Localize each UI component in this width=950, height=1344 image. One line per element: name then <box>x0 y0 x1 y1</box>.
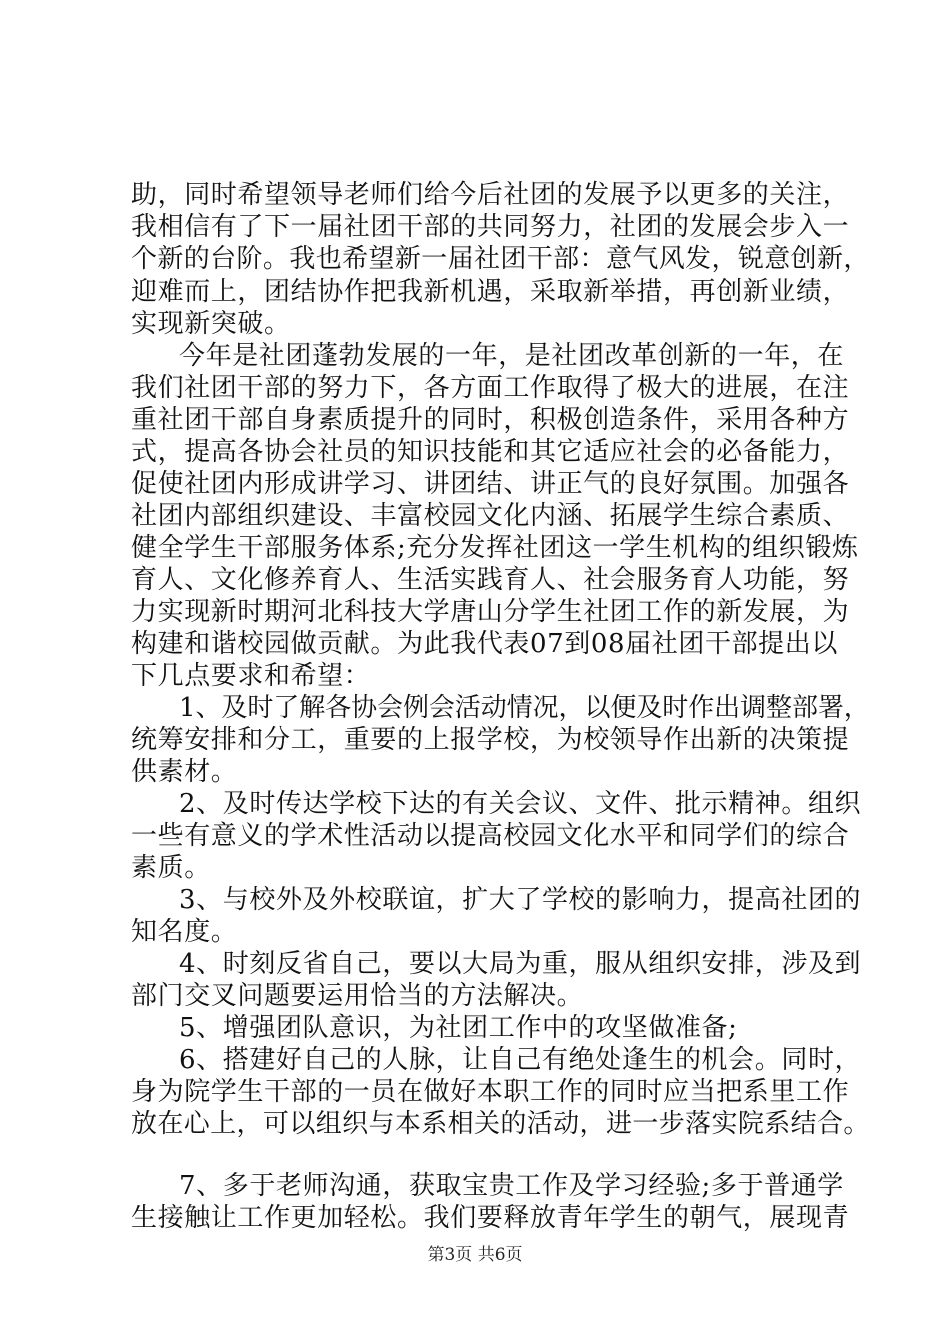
text-line: 部门交叉问题要运用恰当的方法解决。 <box>131 981 584 1011</box>
paragraph-first-line: 今年是社团蓬勃发展的一年，是社团改革创新的一年，在 <box>179 341 845 371</box>
text-line: 放在心上，可以组织与本系相关的活动，进一步落实院系结合。 <box>131 1109 870 1139</box>
text-line: 统筹安排和分工，重要的上报学校，为校领导作出新的决策提 <box>131 725 850 755</box>
text-line: 社团内部组织建设、丰富校园文化内涵、拓展学生综合素质、 <box>131 501 850 531</box>
list-item-2-line: 2、及时传达学校下达的有关会议、文件、批示精神。组织 <box>179 789 862 819</box>
list-item-3-line: 3、与校外及外校联谊，扩大了学校的影响力，提高社团的 <box>179 885 862 915</box>
text-line: 身为院学生干部的一员在做好本职工作的同时应当把系里工作 <box>131 1077 850 1107</box>
list-item-7-line: 7、多于老师沟通，获取宝贵工作及学习经验;多于普通学 <box>179 1171 844 1201</box>
text-line: 供素材。 <box>131 757 238 787</box>
text-line: 知名度。 <box>131 917 238 947</box>
text-line: 促使社团内形成讲学习、讲团结、讲正气的良好氛围。加强各 <box>131 469 850 499</box>
text-line: 生接触让工作更加轻松。我们要释放青年学生的朝气，展现青 <box>131 1203 850 1233</box>
text-line: 式，提高各协会社员的知识技能和其它适应社会的必备能力， <box>131 437 850 467</box>
list-item-5-line: 5、增强团队意识，为社团工作中的攻坚做准备; <box>179 1013 738 1043</box>
text-line: 我们社团干部的努力下，各方面工作取得了极大的进展，在注 <box>131 373 850 403</box>
text-line: 下几点要求和希望： <box>131 661 371 691</box>
text-line: 素质。 <box>131 853 211 883</box>
list-item-6-line: 6、搭建好自己的人脉，让自己有绝处逢生的机会。同时， <box>179 1045 862 1075</box>
text-line: 重社团干部自身素质提升的同时，积极创造条件，采用各种方 <box>131 405 850 435</box>
page-number-footer: 第3页 共6页 <box>427 1245 523 1265</box>
list-item-4-line: 4、时刻反省自己，要以大局为重，服从组织安排，涉及到 <box>179 949 862 979</box>
list-item-1-line: 1、及时了解各协会例会活动情况，以便及时作出调整部署， <box>179 693 870 723</box>
text-line: 一些有意义的学术性活动以提高校园文化水平和同学们的综合 <box>131 821 850 851</box>
text-line: 育人、文化修养育人、生活实践育人、社会服务育人功能，努 <box>131 565 850 595</box>
text-line: 迎难而上，团结协作把我新机遇，采取新举措，再创新业绩， <box>131 277 850 307</box>
text-line: 助，同时希望领导老师们给今后社团的发展予以更多的关注， <box>131 180 850 210</box>
text-line: 健全学生干部服务体系;充分发挥社团这一学生机构的组织锻炼 <box>131 533 859 563</box>
text-line: 我相信有了下一届社团干部的共同努力，社团的发展会步入一 <box>131 212 850 242</box>
text-line: 个新的台阶。我也希望新一届社团干部：意气风发，锐意创新， <box>131 244 870 274</box>
text-line: 力实现新时期河北科技大学唐山分学生社团工作的新发展，为 <box>131 597 850 627</box>
text-line: 构建和谐校园做贡献。为此我代表07到08届社团干部提出以 <box>131 629 838 659</box>
text-line: 实现新突破。 <box>131 309 291 339</box>
